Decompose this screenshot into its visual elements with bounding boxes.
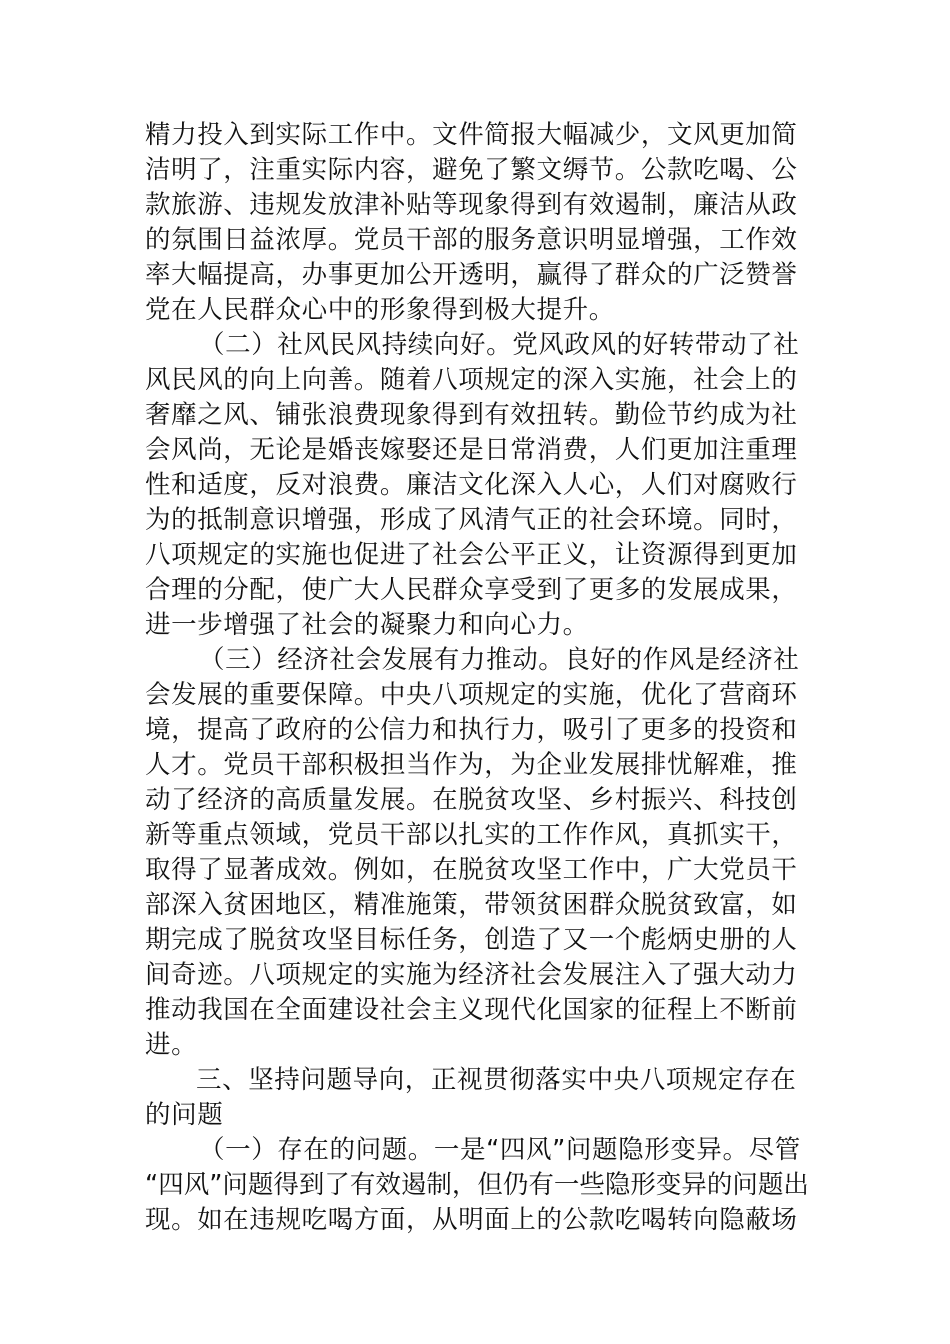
text-line: 精力投入到实际工作中。文件简报大幅减少，文风更加简 — [145, 120, 798, 150]
text-line: 会风尚，无论是婚丧嫁娶还是日常消费，人们更加注重理 — [145, 435, 798, 465]
text-line: 进。 — [145, 1030, 198, 1060]
text-line: 党在人民群众心中的形象得到极大提升。 — [145, 295, 615, 325]
text-line: 进一步增强了社会的凝聚力和向心力。 — [145, 610, 589, 640]
text-line: 新等重点领域，党员干部以扎实的工作作风，真抓实干， — [145, 820, 798, 850]
chapter-heading-line: 的问题 — [145, 1100, 224, 1130]
text-line: 动了经济的高质量发展。在脱贫攻坚、乡村振兴、科技创 — [145, 785, 798, 815]
text-line: 会发展的重要保障。中央八项规定的实施，优化了营商环 — [145, 680, 798, 710]
text-line: 率大幅提高，办事更加公开透明，赢得了群众的广泛赞誉 — [145, 260, 798, 290]
text-line: 八项规定的实施也促进了社会公平正义，让资源得到更加 — [145, 540, 798, 570]
text-line: 性和适度，反对浪费。廉洁文化深入人心，人们对腐败行 — [145, 470, 798, 500]
text-line: 期完成了脱贫攻坚目标任务，创造了又一个彪炳史册的人 — [145, 925, 798, 955]
text-line: 人才。党员干部积极担当作为，为企业发展排忧解难，推 — [145, 750, 798, 780]
text-line: 合理的分配，使广大人民群众享受到了更多的发展成果， — [145, 575, 798, 605]
text-line: 推动我国在全面建设社会主义现代化国家的征程上不断前 — [145, 995, 798, 1025]
text-line: 取得了显著成效。例如，在脱贫攻坚工作中，广大党员干 — [145, 855, 798, 885]
chapter-heading-line: 三、坚持问题导向，正视贯彻落实中央八项规定存在 — [196, 1065, 797, 1095]
text-line: “四风”问题得到了有效遏制，但仍有一些隐形变异的问题出 — [145, 1170, 809, 1200]
text-line: 的氛围日益浓厚。党员干部的服务意识明显增强，工作效 — [145, 225, 798, 255]
section-heading-line: （一）存在的问题。一是“四风”问题隐形变异。尽管 — [199, 1135, 801, 1165]
text-line: 境，提高了政府的公信力和执行力，吸引了更多的投资和 — [145, 715, 798, 745]
text-line: 风民风的向上向善。随着八项规定的深入实施，社会上的 — [145, 365, 798, 395]
text-line: 为的抵制意识增强，形成了风清气正的社会环境。同时， — [145, 505, 798, 535]
text-line: 部深入贫困地区，精准施策，带领贫困群众脱贫致富，如 — [145, 890, 798, 920]
text-line: 间奇迹。八项规定的实施为经济社会发展注入了强大动力 — [145, 960, 798, 990]
text-line: 现。如在违规吃喝方面，从明面上的公款吃喝转向隐蔽场 — [145, 1205, 798, 1235]
text-line: 奢靡之风、铺张浪费现象得到有效扭转。勤俭节约成为社 — [145, 400, 798, 430]
section-heading-line: （三）经济社会发展有力推动。良好的作风是经济社 — [199, 645, 800, 675]
text-line: 款旅游、违规发放津补贴等现象得到有效遏制，廉洁从政 — [145, 190, 798, 220]
section-heading-line: （二）社风民风持续向好。党风政风的好转带动了社 — [199, 330, 800, 360]
text-line: 洁明了，注重实际内容，避免了繁文缛节。公款吃喝、公 — [145, 155, 798, 185]
